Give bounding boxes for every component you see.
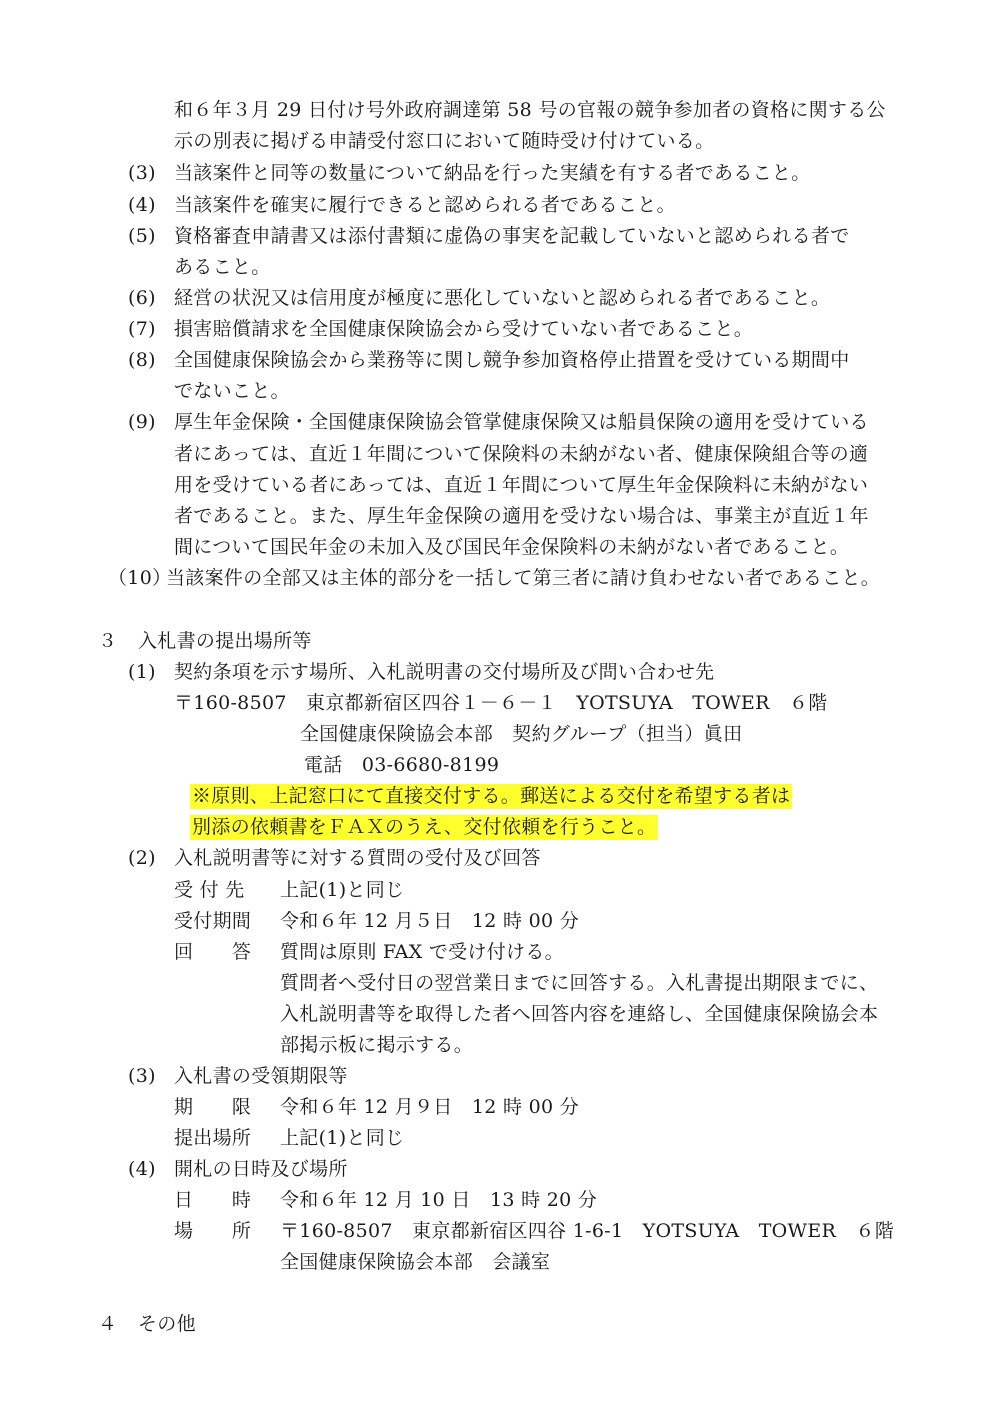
- item-text: でないこと。: [174, 380, 290, 402]
- item-text: 損害賠償請求を全国健康保険協会から受けていない者であること。: [174, 318, 754, 340]
- sub-title: 入札説明書等に対する質問の受付及び回答: [174, 847, 541, 869]
- section-number: ４: [98, 1313, 118, 1335]
- sub-title: 契約条項を示す場所、入札説明書の交付場所及び問い合わせ先: [174, 661, 715, 683]
- sub-title: 入札書の受領期限等: [174, 1065, 348, 1087]
- item-text: 者にあっては、直近１年間について保険料の未納がない者、健康保険組合等の適: [174, 443, 869, 465]
- row-value: 質問は原則 FAX で受け付ける。: [280, 941, 564, 963]
- row-label: 回 答: [174, 941, 252, 963]
- item-text: 当該案件と同等の数量について納品を行った実績を有する者であること。: [174, 162, 811, 184]
- contact-address: 〒160-8507 東京都新宿区四谷１－６－１ YOTSUYA TOWER ６階: [174, 692, 828, 714]
- highlight-note-line-1: [190, 782, 792, 810]
- sub-number: (4): [128, 1158, 156, 1180]
- answer-text: 部掲示板に掲示する。: [280, 1034, 474, 1056]
- section-title: その他: [138, 1313, 196, 1335]
- row-label: 日 時: [174, 1189, 252, 1211]
- item-number: (7): [128, 318, 156, 340]
- sub-title: 開札の日時及び場所: [174, 1158, 348, 1180]
- answer-text: 質問者へ受付日の翌営業日までに回答する。入札書提出期限までに、: [280, 972, 879, 994]
- highlight-note-text: 別添の依頼書をＦＡＸのうえ、交付依頼を行うこと。: [192, 816, 657, 838]
- row-label: 受 付 先: [174, 879, 245, 901]
- item-text: 資格審査申請書又は添付書類に虚偽の事実を記載していないと認められる者で: [174, 225, 850, 247]
- contact-organization: 全国健康保険協会本部 契約グループ（担当）眞田: [300, 723, 743, 745]
- item-number: (4): [128, 194, 156, 216]
- item-number: (3): [128, 162, 156, 184]
- item-text: 者であること。また、厚生年金保険の適用を受けない場合は、事業主が直近１年: [174, 505, 869, 527]
- continuation-line-1: 和６年３月 29 日付け号外政府調達第 58 号の官報の競争参加者の資格に関する公: [174, 99, 886, 121]
- row-label: 場 所: [174, 1220, 252, 1242]
- item-text: 用を受けている者にあっては、直近１年間について厚生年金保険料に未納がない: [174, 474, 869, 496]
- item-number: (6): [128, 287, 156, 309]
- row-value: 〒160-8507 東京都新宿区四谷 1-6-1 YOTSUYA TOWER ６階: [280, 1220, 895, 1242]
- answer-text: 入札説明書等を取得した者へ回答内容を連絡し、全国健康保険協会本: [280, 1003, 879, 1025]
- item-text: 当該案件の全部又は主体的部分を一括して第三者に請け負わせない者であること。: [166, 567, 881, 589]
- item-text: あること。: [174, 256, 271, 278]
- row-label: 期 限: [174, 1096, 252, 1118]
- continuation-line-2: 示の別表に掲げる申請受付窓口において随時受け付けている。: [174, 130, 715, 152]
- item-text: 当該案件を確実に履行できると認められる者であること。: [174, 194, 676, 216]
- sub-number: (1): [128, 661, 156, 683]
- section-title: 入札書の提出場所等: [138, 630, 312, 652]
- row-value: 令和６年 12 月 10 日 13 時 20 分: [280, 1189, 598, 1211]
- row-value: 令和６年 12 月９日 12 時 00 分: [280, 1096, 580, 1118]
- sub-number: (3): [128, 1065, 156, 1087]
- contact-phone: 電話 03-6680-8199: [304, 754, 500, 776]
- item-text: 間について国民年金の未加入及び国民年金保険料の未納がない者であること。: [174, 536, 850, 558]
- item-number: (5): [128, 225, 156, 247]
- highlight-note-line-2: [190, 813, 658, 841]
- item-text: 経営の状況又は信用度が極度に悪化していないと認められる者であること。: [174, 287, 831, 309]
- item-text: 全国健康保険協会から業務等に関し競争参加資格停止措置を受けている期間中: [174, 349, 850, 371]
- highlight-note-text: ※原則、上記窓口にて直接交付する。郵送による交付を希望する者は: [192, 785, 791, 807]
- row-label: 提出場所: [174, 1127, 252, 1149]
- sub-number: (2): [128, 847, 156, 869]
- row-label: 受付期間: [174, 910, 252, 932]
- row-value: 上記(1)と同じ: [280, 1127, 405, 1149]
- row-value: 上記(1)と同じ: [280, 879, 405, 901]
- item-text: 厚生年金保険・全国健康保険協会管掌健康保険又は船員保険の適用を受けている: [174, 411, 869, 433]
- item-number: (8): [128, 349, 156, 371]
- row-value: 令和６年 12 月５日 12 時 00 分: [280, 910, 580, 932]
- item-number: (9): [128, 411, 156, 433]
- section-number: ３: [98, 630, 118, 652]
- item-number: （10）: [108, 567, 172, 589]
- place-text: 全国健康保険協会本部 会議室: [280, 1251, 551, 1273]
